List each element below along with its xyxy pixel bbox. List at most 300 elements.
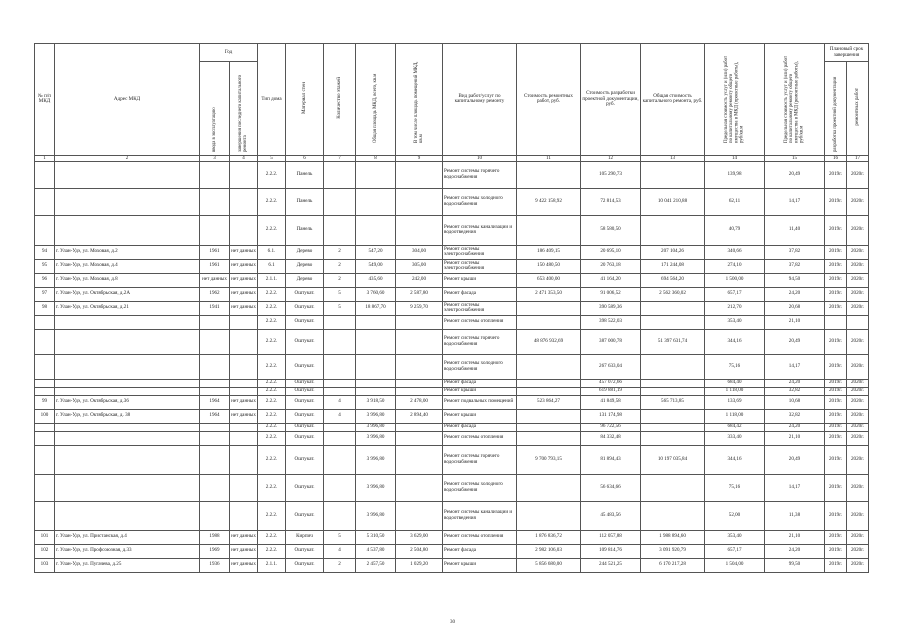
- table-cell: 2019г.: [825, 445, 847, 474]
- table-cell: 2.1.1.: [258, 273, 286, 287]
- table-cell: [517, 161, 581, 188]
- table-cell: Оштукат.: [286, 387, 324, 395]
- table-cell: Оштукат.: [286, 544, 324, 558]
- table-cell: 2019г.: [825, 501, 847, 530]
- table-cell: Ремонт фасада: [443, 423, 517, 431]
- table-cell: 2020г.: [847, 501, 869, 530]
- table-cell: Ремонт системы электроснабжения: [443, 301, 517, 315]
- table-cell: г. Улан-Удэ, ул. Октябрьская, д.2А: [55, 287, 200, 301]
- table-cell: [396, 501, 443, 530]
- table-cell: 2019г.: [825, 423, 847, 431]
- table-cell: 3 996,80: [356, 501, 396, 530]
- table-cell: 2020г.: [847, 409, 869, 423]
- table-cell: 2019г.: [825, 474, 847, 501]
- table-cell: нет данных: [230, 301, 258, 315]
- table-cell: 2019г.: [825, 354, 847, 379]
- column-number: 12: [581, 155, 641, 161]
- table-cell: 10 197 035,84: [641, 445, 705, 474]
- table-cell: 2019г.: [825, 273, 847, 287]
- table-cell: [396, 329, 443, 354]
- table-cell: [230, 161, 258, 188]
- table-cell: нет данных: [230, 530, 258, 544]
- table-cell: 5 856 680,00: [517, 558, 581, 572]
- table-cell: 684,40: [705, 379, 765, 387]
- table-cell: 2020г.: [847, 259, 869, 273]
- table-cell: 2020г.: [847, 188, 869, 215]
- table-cell: [230, 474, 258, 501]
- header-year-commission: ввода в эксплуатацию: [200, 62, 230, 156]
- table-cell: 684,42: [705, 423, 765, 431]
- table-cell: 2020г.: [847, 287, 869, 301]
- table-cell: 94: [35, 245, 55, 259]
- header-work-type: Вид работ/услуг по капитальному ремонту: [443, 44, 517, 156]
- table-cell: 96 722,56: [581, 423, 641, 431]
- table-cell: [641, 354, 705, 379]
- column-number: 17: [847, 155, 869, 161]
- table-cell: 45 483,56: [581, 501, 641, 530]
- table-cell: [55, 161, 200, 188]
- table-cell: [396, 379, 443, 387]
- merged-total-cost: 10 041 210,88: [641, 188, 705, 215]
- table-cell: Ремонт крыши: [443, 409, 517, 423]
- table-cell: [641, 501, 705, 530]
- table-cell: 657,17: [705, 544, 765, 558]
- table-cell: [324, 379, 356, 387]
- table-cell: [55, 354, 200, 379]
- table-cell: 2.2.2.: [258, 301, 286, 315]
- table-cell: 2: [324, 558, 356, 572]
- table-cell: 304,00: [396, 245, 443, 259]
- table-cell: 6 170 217,28: [641, 558, 705, 572]
- table-cell: [641, 215, 705, 245]
- table-cell: 2.2.2.: [258, 329, 286, 354]
- table-cell: [641, 423, 705, 431]
- table-cell: [324, 474, 356, 501]
- table-cell: 390 589,36: [581, 301, 641, 315]
- table-cell: 2 562 360,02: [641, 287, 705, 301]
- table-cell: 2 471 353,50: [517, 287, 581, 301]
- table-cell: 2.2.2.: [258, 423, 286, 431]
- table-cell: Оштукат.: [286, 431, 324, 445]
- table-cell: [230, 315, 258, 329]
- table-cell: 133,69: [705, 395, 765, 409]
- table-cell: [517, 354, 581, 379]
- table-cell: 274,10: [705, 259, 765, 273]
- table-cell: Ремонт системы холодного водоснабжения: [443, 354, 517, 379]
- table-cell: [356, 188, 396, 215]
- table-cell: 2.2.2.: [258, 287, 286, 301]
- table-cell: 2 894,40: [396, 409, 443, 423]
- table-cell: 75,16: [705, 354, 765, 379]
- table-cell: 20,49: [765, 329, 825, 354]
- column-number: 9: [396, 155, 443, 161]
- table-cell: Оштукат.: [286, 354, 324, 379]
- table-cell: 14,17: [765, 354, 825, 379]
- table-cell: 2 982 106,03: [517, 544, 581, 558]
- table-cell: 1961: [200, 245, 230, 259]
- table-cell: 5: [324, 287, 356, 301]
- column-number: 14: [705, 155, 765, 161]
- table-cell: [641, 431, 705, 445]
- table-cell: 62,11: [705, 188, 765, 215]
- table-cell: 1 118,00: [705, 409, 765, 423]
- table-cell: 1964: [200, 395, 230, 409]
- table-cell: [230, 379, 258, 387]
- table-cell: 6.1.: [258, 245, 286, 259]
- capital-repair-table: [34, 43, 869, 573]
- table-row: [35, 501, 869, 530]
- table-cell: 102: [35, 544, 55, 558]
- table-cell: 139,98: [705, 161, 765, 188]
- table-cell: [517, 379, 581, 387]
- table-cell: [517, 409, 581, 423]
- table-cell: [324, 445, 356, 474]
- table-cell: 2020г.: [847, 245, 869, 259]
- table-cell: [396, 188, 443, 215]
- table-cell: 58 580,50: [581, 215, 641, 245]
- header-wall-material: Материал стен: [286, 44, 324, 156]
- table-cell: 1988: [200, 530, 230, 544]
- table-cell: [324, 431, 356, 445]
- table-cell: 3 760,60: [356, 287, 396, 301]
- column-number: 15: [765, 155, 825, 161]
- table-cell: 20 763,18: [581, 259, 641, 273]
- table-cell: Панель: [286, 188, 324, 215]
- table-cell: 2020г.: [847, 530, 869, 544]
- table-cell: [55, 431, 200, 445]
- table-cell: [356, 329, 396, 354]
- header-living-area: В том числе площадь помещений МКД, кв.м: [396, 44, 443, 156]
- column-number: 13: [641, 155, 705, 161]
- table-cell: 109 814,76: [581, 544, 641, 558]
- table-cell: 2020г.: [847, 301, 869, 315]
- table-cell: [847, 315, 869, 329]
- table-cell: 2019г.: [825, 409, 847, 423]
- table-cell: 72 814,53: [581, 188, 641, 215]
- table-cell: 242,00: [396, 273, 443, 287]
- table-row: [35, 245, 869, 259]
- table-cell: [324, 387, 356, 395]
- table-cell: Ремонт системы холодного водоснабжения: [443, 474, 517, 501]
- table-cell: 1964: [200, 409, 230, 423]
- header-total-area: Общая площадь МКД, всего, кв.м: [356, 44, 396, 156]
- header-deadline-repair: ремонтных работ: [847, 62, 869, 156]
- table-cell: [200, 329, 230, 354]
- table-cell: 2019г.: [825, 188, 847, 215]
- table-cell: 344,16: [705, 329, 765, 354]
- table-cell: Дерево: [286, 273, 324, 287]
- table-cell: 3 996,80: [356, 423, 396, 431]
- table-cell: [55, 188, 200, 215]
- table-cell: Ремонт системы отопления: [443, 431, 517, 445]
- table-cell: 9 700 793,15: [517, 445, 581, 474]
- table-cell: [230, 423, 258, 431]
- table-cell: 1936: [200, 558, 230, 572]
- column-number: 11: [517, 155, 581, 161]
- table-cell: Ремонт крыши: [443, 387, 517, 395]
- table-cell: Ремонт системы отопления: [443, 315, 517, 329]
- table-cell: [55, 423, 200, 431]
- table-cell: 10,68: [765, 395, 825, 409]
- table-cell: 21,10: [765, 530, 825, 544]
- table-cell: 2019г.: [825, 530, 847, 544]
- table-cell: [396, 431, 443, 445]
- header-total-cost: Общая стоимость капитального ремонта, руб.: [641, 44, 705, 156]
- header-design-cost: Стоимость разработки проектной документации, руб.: [581, 44, 641, 156]
- table-cell: 244 521,25: [581, 558, 641, 572]
- table-cell: Оштукат.: [286, 395, 324, 409]
- table-cell: 2019г.: [825, 215, 847, 245]
- table-cell: 2019г.: [825, 431, 847, 445]
- table-cell: 2019г.: [825, 544, 847, 558]
- table-cell: 2.2.2.: [258, 409, 286, 423]
- table-cell: 3 996,80: [356, 474, 396, 501]
- table-cell: 4 537,80: [356, 544, 396, 558]
- table-cell: г. Улан-Удэ, ул. Октябрьская, д.36: [55, 395, 200, 409]
- table-cell: 398 522,03: [581, 315, 641, 329]
- table-cell: 3 996,80: [356, 409, 396, 423]
- table-cell: нет данных: [230, 287, 258, 301]
- table-cell: 2020г.: [847, 161, 869, 188]
- table-cell: Ремонт системы горячего водоснабжения: [443, 445, 517, 474]
- table-cell: 5: [324, 301, 356, 315]
- table-cell: 96: [35, 273, 55, 287]
- table-row: [35, 387, 869, 395]
- table-row: [35, 188, 869, 215]
- table-cell: [200, 445, 230, 474]
- table-cell: 91 006,52: [581, 287, 641, 301]
- column-number: 5: [258, 155, 286, 161]
- table-cell: 18 867,70: [356, 301, 396, 315]
- table-cell: 112 057,88: [581, 530, 641, 544]
- table-cell: [200, 315, 230, 329]
- table-cell: 20,49: [765, 161, 825, 188]
- table-cell: [517, 474, 581, 501]
- table-cell: Ремонт системы канализации и водоотведения: [443, 501, 517, 530]
- table-cell: 653 400,00: [517, 273, 581, 287]
- table-cell: 2.2.2.: [258, 544, 286, 558]
- table-cell: [35, 329, 55, 354]
- table-cell: [200, 387, 230, 395]
- table-cell: [517, 215, 581, 245]
- table-cell: 52,00: [705, 501, 765, 530]
- table-cell: 457 072,66: [581, 379, 641, 387]
- table-cell: Ремонт фасада: [443, 379, 517, 387]
- table-cell: 20,68: [765, 301, 825, 315]
- table-cell: 2.2.2.: [258, 215, 286, 245]
- table-cell: [517, 423, 581, 431]
- table-cell: 103: [35, 558, 55, 572]
- table-cell: 37,82: [765, 259, 825, 273]
- table-cell: Оштукат.: [286, 329, 324, 354]
- table-cell: [356, 354, 396, 379]
- table-cell: [356, 215, 396, 245]
- table-cell: Оштукат.: [286, 501, 324, 530]
- table-cell: 547,20: [356, 245, 396, 259]
- table-cell: [517, 301, 581, 315]
- table-cell: нет данных: [200, 273, 230, 287]
- table-cell: 97: [35, 287, 55, 301]
- table-cell: [55, 501, 200, 530]
- table-row: [35, 301, 869, 315]
- table-cell: 24,20: [765, 423, 825, 431]
- table-cell: 2.2.2.: [258, 530, 286, 544]
- table-cell: 11,40: [765, 215, 825, 245]
- table-cell: 305,00: [396, 259, 443, 273]
- table-cell: [396, 387, 443, 395]
- table-cell: Ремонт крыши: [443, 558, 517, 572]
- table-cell: 212,70: [705, 301, 765, 315]
- table-cell: [230, 445, 258, 474]
- page-number: 30: [450, 620, 455, 625]
- table-cell: Оштукат.: [286, 423, 324, 431]
- column-number: 2: [55, 155, 200, 161]
- table-cell: Ремонт системы электроснабжения: [443, 245, 517, 259]
- table-cell: [517, 431, 581, 445]
- table-cell: г. Улан-Удэ, ул. Пугачева, д.25: [55, 558, 200, 572]
- table-row: [35, 273, 869, 287]
- table-cell: [324, 423, 356, 431]
- header-deadline-design: разработка проектной документации: [825, 62, 847, 156]
- table-cell: [200, 474, 230, 501]
- table-row: [35, 530, 869, 544]
- header-max-cost-design: Предельная стоимость услуг и (или) работ по капитальному ремонту общего имущества в МКД (проектные работы), руб/кв.м: [705, 44, 765, 156]
- table-cell: 11,38: [765, 501, 825, 530]
- table-cell: 2020г.: [847, 387, 869, 395]
- table-cell: 2019г.: [825, 329, 847, 354]
- table-cell: 657,17: [705, 287, 765, 301]
- table-cell: 24,20: [765, 379, 825, 387]
- table-cell: 101: [35, 530, 55, 544]
- table-cell: [517, 387, 581, 395]
- table-cell: 56 634,66: [581, 474, 641, 501]
- table-cell: [324, 354, 356, 379]
- table-cell: 3 996,80: [356, 431, 396, 445]
- table-cell: 21,10: [765, 315, 825, 329]
- table-cell: Кирпич: [286, 530, 324, 544]
- header-year-group: Год: [200, 44, 258, 62]
- table-row: [35, 544, 869, 558]
- table-cell: Оштукат.: [286, 315, 324, 329]
- table-cell: [396, 423, 443, 431]
- table-row: [35, 259, 869, 273]
- table-cell: [825, 315, 847, 329]
- table-cell: [324, 215, 356, 245]
- table-cell: [200, 423, 230, 431]
- table-cell: 41 164,20: [581, 273, 641, 287]
- table-cell: [641, 474, 705, 501]
- table-cell: [641, 315, 705, 329]
- table-cell: 2020г.: [847, 431, 869, 445]
- table-cell: 4: [324, 395, 356, 409]
- table-cell: 3 996,80: [356, 445, 396, 474]
- table-row: [35, 161, 869, 188]
- table-cell: 2.2.2.: [258, 445, 286, 474]
- table-cell: 2 478,00: [396, 395, 443, 409]
- header-address: Адрес МКД: [55, 44, 200, 156]
- table-cell: [55, 329, 200, 354]
- table-cell: 1 029,20: [396, 558, 443, 572]
- table-cell: 2: [324, 259, 356, 273]
- table-cell: [324, 315, 356, 329]
- header-max-cost-repair: Предельная стоимость услуг и (или) работ по капитальному ремонту общего имущества в МКД (ремонтные работы), руб/кв.м: [765, 44, 825, 156]
- table-row: [35, 379, 869, 387]
- table-cell: Ремонт крыши: [443, 273, 517, 287]
- table-cell: 2020г.: [847, 329, 869, 354]
- table-cell: нет данных: [230, 245, 258, 259]
- header-year-last-repair: завершения последнего капитального ремонта: [230, 62, 258, 156]
- table-cell: [35, 474, 55, 501]
- table-cell: 186 409,15: [517, 245, 581, 259]
- table-cell: 1962: [200, 287, 230, 301]
- table-cell: 2019г.: [825, 301, 847, 315]
- table-cell: 41 849,58: [581, 395, 641, 409]
- table-cell: 2.2.2.: [258, 395, 286, 409]
- table-cell: [230, 215, 258, 245]
- column-number: 8: [356, 155, 396, 161]
- table-cell: [396, 445, 443, 474]
- table-cell: 2019г.: [825, 245, 847, 259]
- table-cell: нет данных: [230, 259, 258, 273]
- table-cell: [396, 354, 443, 379]
- table-cell: [35, 315, 55, 329]
- table-cell: [55, 387, 200, 395]
- table-cell: 1969: [200, 544, 230, 558]
- table-cell: [230, 431, 258, 445]
- table-cell: нет данных: [230, 558, 258, 572]
- table-cell: [356, 161, 396, 188]
- table-cell: 333,40: [705, 431, 765, 445]
- table-cell: 40,79: [705, 215, 765, 245]
- table-cell: [35, 501, 55, 530]
- table-cell: 2020г.: [847, 379, 869, 387]
- table-cell: 5: [324, 530, 356, 544]
- table-cell: 2.2.2.: [258, 474, 286, 501]
- table-cell: Оштукат.: [286, 287, 324, 301]
- table-cell: [641, 161, 705, 188]
- table-cell: 2019г.: [825, 558, 847, 572]
- table-cell: [230, 188, 258, 215]
- table-cell: 344,16: [705, 445, 765, 474]
- table-cell: 2019г.: [825, 287, 847, 301]
- table-cell: [641, 301, 705, 315]
- table-cell: 2019г.: [825, 259, 847, 273]
- table-cell: 20 695,10: [581, 245, 641, 259]
- table-cell: 2019г.: [825, 395, 847, 409]
- table-cell: 32,82: [765, 409, 825, 423]
- table-cell: [356, 379, 396, 387]
- table-cell: Ремонт фасада: [443, 544, 517, 558]
- table-cell: Дерево: [286, 245, 324, 259]
- table-cell: 1 988 894,60: [641, 530, 705, 544]
- table-cell: [396, 315, 443, 329]
- table-cell: г. Улан-Удэ, ул. Профсоюзная, д.33: [55, 544, 200, 558]
- table-cell: 75,16: [705, 474, 765, 501]
- table-cell: 150 480,50: [517, 259, 581, 273]
- table-cell: 1 876 836,72: [517, 530, 581, 544]
- table-cell: 2020г.: [847, 354, 869, 379]
- table-cell: 4: [324, 544, 356, 558]
- table-cell: 435,60: [356, 273, 396, 287]
- table-cell: 2020г.: [847, 544, 869, 558]
- column-number: 3: [200, 155, 230, 161]
- table-cell: 2 504,80: [396, 544, 443, 558]
- header-deadline-group: Плановый срок завершения: [825, 44, 869, 62]
- table-cell: 20,49: [765, 445, 825, 474]
- header-num: № п/п МКД: [35, 44, 55, 156]
- table-row: [35, 445, 869, 474]
- table-cell: 387 000,78: [581, 329, 641, 354]
